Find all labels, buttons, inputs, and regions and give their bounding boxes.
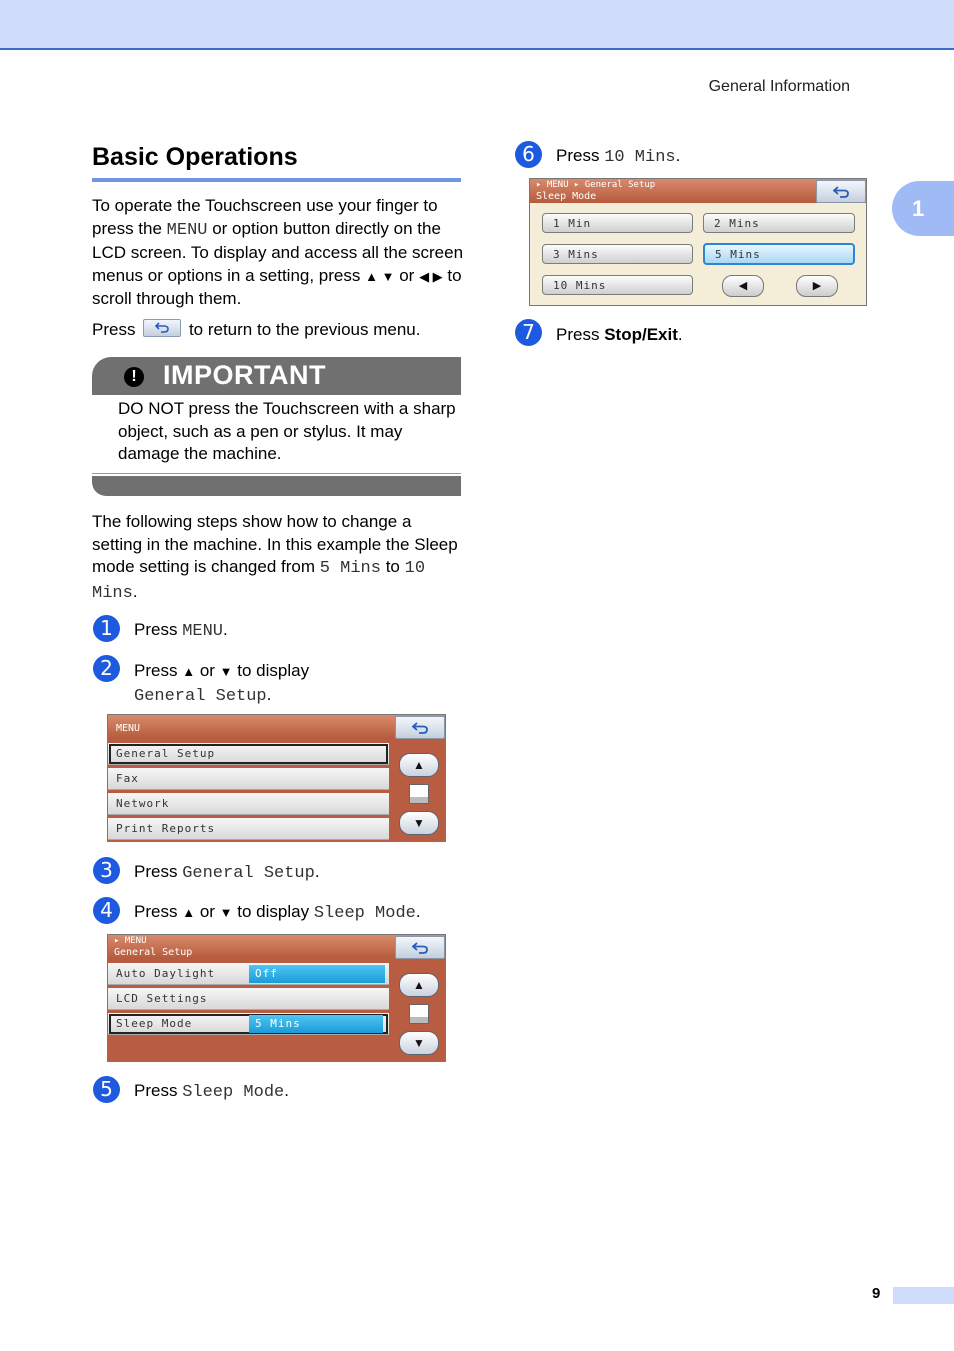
lcd-right-button[interactable]: ▶ xyxy=(796,275,838,297)
lcd-setting-row[interactable]: Sleep Mode 5 Mins xyxy=(108,1013,389,1035)
step-4-text: Press ▲ or ▼ to display Sleep Mode. xyxy=(134,902,421,923)
page-number: 9 xyxy=(872,1285,881,1302)
step-number: 1 xyxy=(93,615,120,642)
page-bar xyxy=(893,1287,954,1304)
lcd-down-button[interactable]: ▼ xyxy=(399,1031,439,1055)
chapter-tab: 1 xyxy=(892,181,954,236)
back-arrow-icon xyxy=(143,319,181,337)
lcd-scroll-panel xyxy=(389,959,445,1061)
step-number: 2 xyxy=(93,655,120,682)
important-header xyxy=(92,357,461,395)
lcd-back-button[interactable] xyxy=(816,180,866,203)
lcd-scroll-panel xyxy=(389,739,445,841)
lcd-menu-item[interactable]: Fax xyxy=(108,768,389,790)
lcd-option-button[interactable]: 3 Mins xyxy=(542,244,693,264)
step-3-text: Press General Setup. xyxy=(134,862,320,883)
lcd-scrollbar[interactable] xyxy=(409,784,429,804)
step-number: 5 xyxy=(93,1076,120,1103)
lcd-back-button[interactable] xyxy=(395,936,445,959)
back-paragraph: Press to return to the previous menu. xyxy=(92,320,421,339)
left-right-arrows-icon: ◀ ▶ xyxy=(419,268,443,284)
down-arrow-icon: ▼ xyxy=(219,664,233,679)
lcd-menu-item[interactable]: Print Reports xyxy=(108,818,389,840)
title-rule xyxy=(92,178,461,182)
lcd-setting-value: Off xyxy=(249,965,385,983)
lcd-sleep-mode-screen xyxy=(529,178,867,306)
lcd-option-button[interactable]: 10 Mins xyxy=(542,275,693,295)
up-arrow-icon: ▲ xyxy=(182,664,196,679)
step-5-text: Press Sleep Mode. xyxy=(134,1081,289,1102)
lcd-menu-screen xyxy=(107,714,446,842)
example-paragraph: The following steps show how to change a setting in the machine. In this example the Sleep mode setting is changed from 5 Mins to 10 Mins. xyxy=(92,512,458,603)
step-number: 7 xyxy=(515,319,542,346)
lcd-title: MENU xyxy=(116,723,141,734)
step-1-text: Press MENU. xyxy=(134,620,228,641)
lcd-setting-row[interactable]: Auto Daylight Off xyxy=(108,963,389,985)
lcd-title: Sleep Mode xyxy=(536,191,597,202)
lcd-left-button[interactable]: ◀ xyxy=(722,275,764,297)
step-6-text: Press 10 Mins. xyxy=(556,146,681,167)
step-number: 6 xyxy=(515,141,542,168)
important-text: DO NOT press the Touchscreen with a sharp object, such as a pen or stylus. It may damage the machine. xyxy=(118,399,456,463)
step-number: 4 xyxy=(93,897,120,924)
lcd-general-setup-screen xyxy=(107,934,446,1062)
lcd-breadcrumb: ▸ MENU ▸ General Setup xyxy=(536,180,656,190)
lcd-up-button[interactable]: ▲ xyxy=(399,753,439,777)
lcd-up-button[interactable]: ▲ xyxy=(399,973,439,997)
intro-paragraph: To operate the Touchscreen use your finger to press the MENU or option button directly on the LCD screen. To display and access all the screen menus or options in a setting, press ▲ ▼ or ◀ ▶ to scroll through them. xyxy=(92,196,464,308)
lcd-setting-row[interactable]: LCD Settings xyxy=(108,988,389,1010)
up-down-arrows-icon: ▲ ▼ xyxy=(365,268,395,284)
lcd-setting-value: 5 Mins xyxy=(249,1015,383,1033)
lcd-back-button[interactable] xyxy=(395,716,445,739)
step-7-text: Press Stop/Exit. xyxy=(556,325,683,344)
header-band xyxy=(0,0,954,50)
lcd-menu-item[interactable]: General Setup xyxy=(108,743,389,765)
lcd-scrollbar[interactable] xyxy=(409,1004,429,1024)
lcd-title: General Setup xyxy=(114,947,193,958)
important-label: IMPORTANT xyxy=(163,360,326,390)
lcd-option-button[interactable]: 1 Min xyxy=(542,213,693,233)
up-arrow-icon: ▲ xyxy=(182,905,196,920)
section-title: Basic Operations xyxy=(92,143,298,171)
important-footer xyxy=(92,476,461,496)
down-arrow-icon: ▼ xyxy=(219,905,233,920)
lcd-down-button[interactable]: ▼ xyxy=(399,811,439,835)
chapter-title: General Information xyxy=(708,78,850,95)
step-number: 3 xyxy=(93,857,120,884)
lcd-menu-item[interactable]: Network xyxy=(108,793,389,815)
lcd-option-button-selected[interactable]: 5 Mins xyxy=(703,243,855,265)
important-divider xyxy=(92,473,461,474)
lcd-breadcrumb: ▸ MENU xyxy=(114,936,147,946)
step-2-text: Press ▲ or ▼ to display General Setup. xyxy=(134,661,310,706)
exclamation-icon: ! xyxy=(124,367,144,387)
lcd-option-button[interactable]: 2 Mins xyxy=(703,213,855,233)
